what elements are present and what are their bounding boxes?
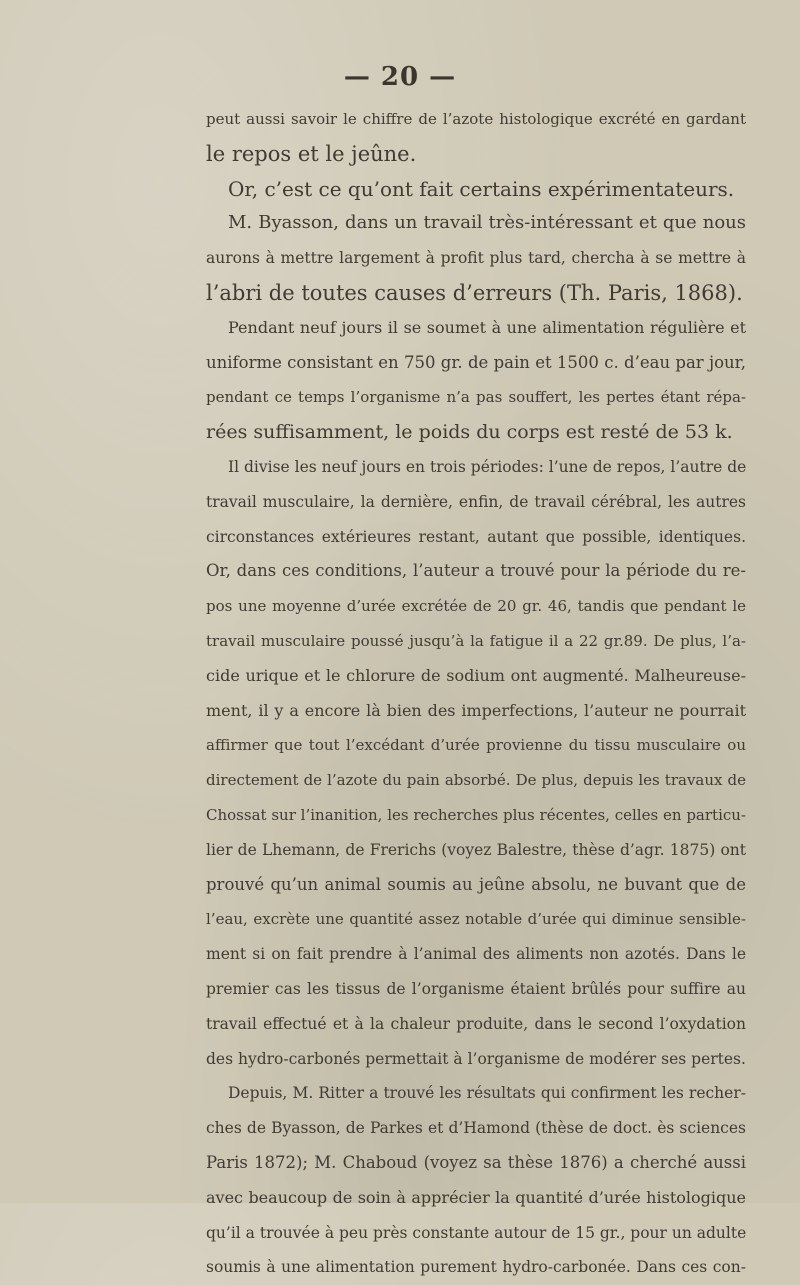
text-line: qu’il a trouvée à peu près constante autour de 15 gr., pour un adulte <box>206 1223 747 1242</box>
text-line: prouvé qu’un animal soumis au jeûne absolu, ne buvant que de <box>206 874 746 894</box>
text-line: Or, c’est ce qu’ont fait certains expérimentateurs. <box>228 176 735 201</box>
text-line: Depuis, M. Ritter a trouvé les résultats qui confirment les recher- <box>228 1084 746 1103</box>
text-line: l’eau, excrète une quantité assez notable d’urée qui diminue sensible- <box>206 910 746 929</box>
text-line: aurons à mettre largement à profit plus tard, chercha à se mettre à <box>206 249 746 268</box>
text-line: lier de Lhemann, de Frerichs (voyez Balestre, thèse d’agr. 1875) ont <box>206 840 746 859</box>
text-line: le repos et le jeûne. <box>206 141 417 166</box>
text-line: des hydro-carbonés permettait à l’organisme de modérer ses pertes. <box>206 1049 746 1068</box>
text-line: pendant ce temps l’organisme n’a pas souffert, les pertes étant répa- <box>206 388 746 407</box>
text-line: peut aussi savoir le chiffre de l’azote histologique excrété en gardant <box>206 110 746 128</box>
text-line: travail effectué et à la chaleur produite, dans le second l’oxydation <box>206 1014 746 1033</box>
text-line: M. Byasson, dans un travail très-intéressant et que nous <box>228 212 746 234</box>
text-line: soumis à une alimentation purement hydro-carbonée. Dans ces con- <box>206 1258 746 1277</box>
text-line: ches de Byasson, de Parkes et d’Hamond (thèse de doct. ès sciences <box>206 1119 746 1138</box>
text-line: ment si on fait prendre à l’animal des aliments non azotés. Dans le <box>206 945 746 964</box>
text-line: Or, dans ces conditions, l’auteur a trouvé pour la période du re- <box>206 561 746 581</box>
text-line: l’abri de toutes causes d’erreurs (Th. Paris, 1868). <box>206 280 743 305</box>
text-line: affirmer que tout l’excédant d’urée provienne du tissu musculaire ou <box>206 736 746 755</box>
text-line: circonstances extérieures restant, autant que possible, identiques. <box>206 527 746 546</box>
text-line: travail musculaire, la dernière, enfin, de travail cérébral, les autres <box>206 492 746 511</box>
text-line: uniforme consistant en 750 gr. de pain et 1500 c. d’eau par jour, <box>206 352 746 372</box>
text-line: ment, il y a encore là bien des imperfections, l’auteur ne pourrait <box>206 700 746 720</box>
text-line: Paris 1872); M. Chaboud (voyez sa thèse 1876) a cherché aussi <box>206 1152 746 1172</box>
text-line: Chossat sur l’inanition, les recherches plus récentes, celles en particu- <box>206 805 746 824</box>
text-line: Il divise les neuf jours en trois périodes: l’une de repos, l’autre de <box>228 457 747 476</box>
text-line: rées suffisamment, le poids du corps est resté de 53 k. <box>206 421 733 444</box>
text-line: premier cas les tissus de l’organisme étaient brûlés pour suffire au <box>206 979 746 998</box>
text-line: avec beaucoup de soin à apprécier la quantité d’urée histologique <box>206 1187 746 1207</box>
page-number: — 20 — <box>343 62 457 92</box>
text-line: travail musculaire poussé jusqu’à la fatigue il a 22 gr.89. De plus, l’a- <box>206 631 746 650</box>
text-line: pos une moyenne d’urée excrétée de 20 gr. 46, tandis que pendant le <box>206 597 746 616</box>
text-line: Pendant neuf jours il se soumet à une alimentation régulière et <box>228 317 746 337</box>
text-line: cide urique et le chlorure de sodium ont augmenté. Malheureuse- <box>206 665 746 685</box>
text-line: directement de l’azote du pain absorbé. De plus, depuis les travaux de <box>206 771 746 790</box>
body-text <box>206 102 746 1285</box>
